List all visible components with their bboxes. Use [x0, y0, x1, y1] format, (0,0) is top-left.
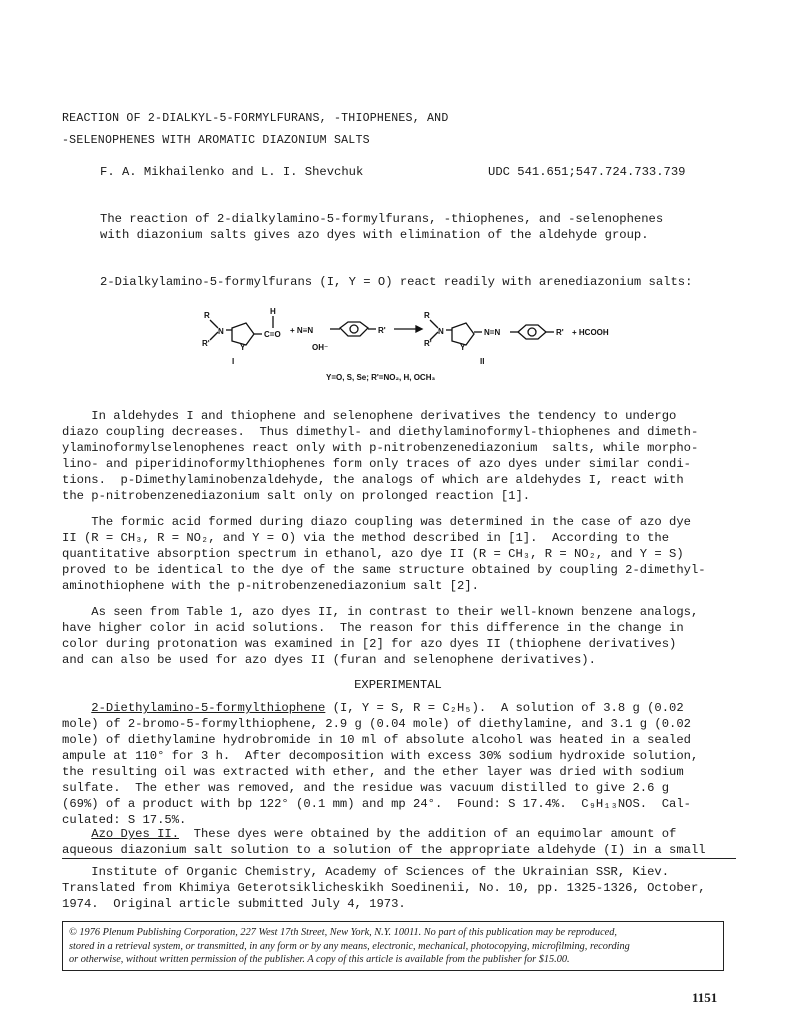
scheme-r-sub-right: R': [556, 328, 564, 337]
scheme-conditions: Y=O, S, Se; R'=NO₂, H, OCH₃: [326, 373, 436, 382]
footnote-line-1: Institute of Organic Chemistry, Academy of Sciences of the Ukrainian SSR, Kiev.: [62, 865, 670, 879]
copyright-line-3: or otherwise, without written permission of the publisher. A copy of this article is available from the publisher for $15.00.: [69, 954, 570, 966]
scheme-n-left: N: [218, 327, 224, 336]
para1-line-6: the p-nitrobenzenediazonium salt only on prolonged reaction [1].: [62, 489, 531, 503]
copyright-line-1: © 1976 Plenum Publishing Corporation, 227 West 17th Street, New York, N.Y. 10011. No part of this publication may be reproduced,: [69, 927, 617, 938]
scheme-hcooh: + HCOOH: [572, 328, 609, 337]
furan-ring-right: [452, 323, 474, 345]
scheme-r-top: R: [204, 311, 210, 320]
benzene-ring-left: [340, 322, 368, 336]
benzene-ring-right: [518, 325, 546, 339]
exp1-line-6: sulfate. The ether was removed, and the residue was vacuum distilled to give 2.6 g: [62, 781, 670, 795]
copyright-notice: [62, 921, 724, 971]
scheme-oh: OH⁻: [312, 343, 329, 352]
para2-line-5: aminothiophene with the p-nitrobenzenediazonium salt [2].: [62, 579, 479, 593]
scheme-r-bottom: R': [202, 339, 210, 348]
udc-code: UDC 541.651;547.724.733.739: [488, 165, 686, 179]
title-line-1: REACTION OF 2-DIALKYL-5-FORMYLFURANS, -THIOPHENES, AND: [62, 112, 449, 125]
exp2-line-2: aqueous diazonium salt solution to a solution of the appropriate aldehyde (I) in a small: [62, 843, 706, 857]
para3-line-3: color during protonation was examined in [2] for azo dyes II (thiophene derivatives): [62, 637, 677, 651]
para1-line-4: lino- and piperidinoformylthiophenes form only traces of azo dyes under similar condi-: [62, 457, 691, 471]
footnote-line-3: 1974. Original article submitted July 4, 1973.: [62, 897, 406, 911]
intro-sentence: 2-Dialkylamino-5-formylfurans (I, Y = O) react readily with arenediazonium salts:: [100, 275, 693, 289]
exp1-indent: [62, 701, 91, 715]
scheme-r-right-bottom: R': [424, 339, 432, 348]
abstract-line-2: with diazonium salts gives azo dyes with elimination of the aldehyde group.: [100, 228, 649, 242]
scheme-azo: N=N: [484, 328, 501, 337]
exp2-heading: Azo Dyes II.: [91, 827, 180, 841]
scheme-aldehyde: C=O: [264, 330, 281, 339]
para1-line-2: diazo coupling decreases. Thus dimethyl- and diethylaminoformyl-thiophenes and dimeth-: [62, 425, 699, 439]
scheme-h: H: [270, 307, 276, 316]
para2-line-1: The formic acid formed during diazo coupling was determined in the case of azo dye: [62, 515, 691, 529]
exp1-heading: 2-Diethylamino-5-formylthiophene: [91, 701, 326, 715]
exp1-line-5: the resulting oil was extracted with ether, and the ether layer was dried with sodium: [62, 765, 684, 779]
page-number: 1151: [692, 990, 718, 1005]
furan-ring-left: [232, 323, 254, 345]
para2-line-2: II (R = CH₃, R = NO₂, and Y = O) via the method described in [1]. According to the: [62, 531, 670, 545]
footnote-rule: [62, 858, 736, 859]
scheme-label-ii: II: [480, 357, 485, 366]
para2-line-3: quantitative absorption spectrum in ethanol, azo dye II (R = CH₃, R = NO₂, and Y = S): [62, 547, 684, 561]
footnote-line-2: Translated from Khimiya Geterotsiklicheskikh Soedinenii, No. 10, pp. 1325-1326, October,: [62, 881, 706, 895]
exp1-first-line: [62, 700, 684, 716]
para3-line-1: As seen from Table 1, azo dyes II, in contrast to their well-known benzene analogs,: [62, 605, 699, 619]
scheme-n-right: N: [438, 327, 444, 336]
para1-line-5: tions. p-Dimethylaminobenzaldehyde, the analogs of which are aldehydes I, react with: [62, 473, 684, 487]
exp2-first-rest: These dyes were obtained by the addition of an equimolar amount of: [179, 827, 677, 841]
abstract-line-1: The reaction of 2-dialkylamino-5-formylfurans, -thiophenes, and -selenophenes: [100, 212, 664, 226]
para3-line-4: and can also be used for azo dyes II (furan and selenophene derivatives).: [62, 653, 596, 667]
exp1-line-4: ampule at 110° for 3 h. After decomposition with excess 30% sodium hydroxide solution,: [62, 749, 699, 763]
scheme-label-i: I: [232, 357, 235, 366]
scheme-y-right: Y: [460, 343, 466, 352]
scheme-y-left: Y: [240, 343, 246, 352]
scheme-diazonium: + N≡N: [290, 326, 314, 335]
reaction-scheme: [180, 306, 620, 386]
para3-line-2: have higher color in acid solutions. The reason for this difference in the change in: [62, 621, 684, 635]
exp1-line-7: (69%) of a product with bp 122° (0.1 mm) and mp 24°. Found: S 17.4%. C₉H₁₃NOS. Cal-: [62, 797, 691, 811]
para1-line-1: In aldehydes I and thiophene and selenophene derivatives the tendency to undergo: [62, 409, 677, 423]
authors: F. A. Mikhailenko and L. I. Shevchuk: [100, 165, 364, 179]
title-line-2: -SELENOPHENES WITH AROMATIC DIAZONIUM SALTS: [62, 134, 370, 147]
exp1-first-rest: (I, Y = S, R = C₂H₅). A solution of 3.8 g (0.02: [325, 701, 684, 715]
para1-line-3: ylaminoformylselenophenes react only with p-nitrobenzenediazonium salts, while morpho-: [62, 441, 699, 455]
scheme-r-right-top: R: [424, 311, 430, 320]
exp2-indent: [62, 827, 91, 841]
exp1-line-3: mole) of diethylamine hydrobromide in 10 ml of absolute alcohol was heated in a sealed: [62, 733, 691, 747]
exp1-line-2: mole) of 2-bromo-5-formylthiophene, 2.9 g (0.04 mole) of diethylamine, and 3.1 g (0.02: [62, 717, 691, 731]
copyright-line-2: stored in a retrieval system, or transmitted, in any form or by any means, electronic, mechanical, photocopying, microfilming, recording: [69, 940, 630, 952]
exp2-first-line: [62, 826, 676, 842]
para2-line-4: proved to be identical to the dye of the same structure obtained by coupling 2-dimethyl-: [62, 563, 706, 577]
scheme-r-sub-left: R': [378, 326, 386, 335]
experimental-heading: EXPERIMENTAL: [354, 678, 442, 692]
exp1-line-8: culated: S 17.5%.: [62, 813, 187, 827]
